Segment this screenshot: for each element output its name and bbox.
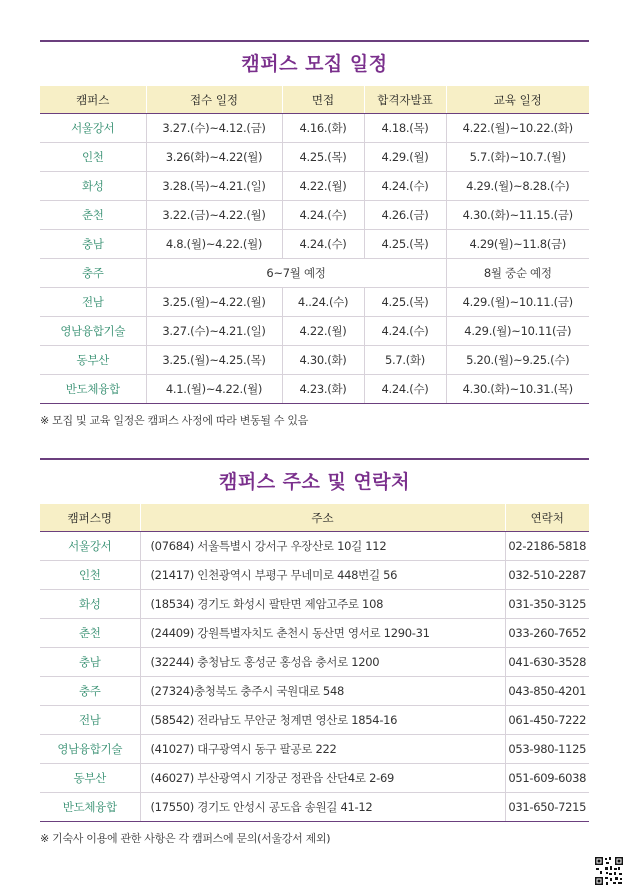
phone-number: 031-350-3125 — [505, 590, 589, 619]
address: (07684) 서울특별시 강서구 우장산로 10길 112 — [140, 532, 505, 561]
table-row — [40, 532, 589, 561]
table-row — [40, 590, 589, 619]
header-campus: 캠퍼스 — [40, 86, 146, 114]
training-period: 5.7.(화)~10.7.(월) — [446, 143, 589, 172]
header-announcement: 합격자발표 — [364, 86, 446, 114]
phone-number: 02-2186-5818 — [505, 532, 589, 561]
address: (46027) 부산광역시 기장군 정관읍 산단4로 2-69 — [140, 764, 505, 793]
interview-date: 4.30.(화) — [282, 346, 364, 375]
interview-date: 4.24.(수) — [282, 201, 364, 230]
contacts-note: ※ 기숙사 이용에 관한 사항은 각 캠퍼스에 문의(서울강서 제외) — [40, 832, 331, 845]
campus-name: 서울강서 — [40, 114, 146, 143]
table-row — [40, 677, 589, 706]
application-period: 3.26(화)~4.22(월) — [146, 143, 282, 172]
phone-number: 033-260-7652 — [505, 619, 589, 648]
phone-number: 041-630-3528 — [505, 648, 589, 677]
announcement-date: 4.26.(금) — [364, 201, 446, 230]
announcement-date: 4.25.(목) — [364, 288, 446, 317]
campus-name: 영남융합기술 — [40, 735, 140, 764]
campus-name: 화성 — [40, 172, 146, 201]
announcement-date: 4.24.(수) — [364, 375, 446, 404]
campus-name: 인천 — [40, 143, 146, 172]
application-period: 3.28.(목)~4.21.(일) — [146, 172, 282, 201]
phone-number: 053-980-1125 — [505, 735, 589, 764]
announcement-date: 4.24.(수) — [364, 172, 446, 201]
announcement-date: 4.24.(수) — [364, 317, 446, 346]
campus-name: 전남 — [40, 706, 140, 735]
campus-name: 충남 — [40, 230, 146, 259]
training-period: 4.30.(화)~11.15.(금) — [446, 201, 589, 230]
campus-name: 충남 — [40, 648, 140, 677]
interview-date: 4.22.(월) — [282, 317, 364, 346]
table-row — [40, 346, 589, 375]
campus-name: 춘천 — [40, 619, 140, 648]
announcement-date: 4.18.(목) — [364, 114, 446, 143]
announcement-date: 4.25.(목) — [364, 230, 446, 259]
phone-number: 061-450-7222 — [505, 706, 589, 735]
contacts-header-row — [40, 504, 589, 532]
table-row — [40, 375, 589, 404]
training-period: 4.29.(월)~8.28.(수) — [446, 172, 589, 201]
address: (58542) 전라남도 무안군 청계면 영산로 1854-16 — [140, 706, 505, 735]
application-period: 4.8.(월)~4.22.(월) — [146, 230, 282, 259]
phone-number: 043-850-4201 — [505, 677, 589, 706]
application-period: 3.27.(수)~4.21.(일) — [146, 317, 282, 346]
campus-name: 화성 — [40, 590, 140, 619]
address: (27324)충청북도 충주시 국원대로 548 — [140, 677, 505, 706]
training-period: 5.20.(월)~9.25.(수) — [446, 346, 589, 375]
address: (24409) 강원특별자치도 춘천시 동산면 영서로 1290-31 — [140, 619, 505, 648]
campus-name: 춘천 — [40, 201, 146, 230]
announcement-date: 4.29.(월) — [364, 143, 446, 172]
campus-name: 동부산 — [40, 346, 146, 375]
address: (41027) 대구광역시 동구 팔공로 222 — [140, 735, 505, 764]
header-phone: 연락처 — [505, 504, 589, 532]
table-row — [40, 764, 589, 793]
contacts-section — [40, 458, 589, 846]
campus-name: 충주 — [40, 259, 146, 288]
header-interview: 면접 — [282, 86, 364, 114]
training-period: 4.29.(월)~10.11.(금) — [446, 288, 589, 317]
training-period: 8월 중순 예정 — [446, 259, 589, 288]
announcement-date: 5.7.(화) — [364, 346, 446, 375]
campus-name: 반도체융합 — [40, 375, 146, 404]
address: (17550) 경기도 안성시 공도읍 송원길 41-12 — [140, 793, 505, 822]
phone-number: 031-650-7215 — [505, 793, 589, 822]
table-row — [40, 317, 589, 346]
training-period: 4.22.(월)~10.22.(화) — [446, 114, 589, 143]
interview-date: 4.16.(화) — [282, 114, 364, 143]
application-period: 3.22.(금)~4.22.(월) — [146, 201, 282, 230]
application-period: 6~7월 예정 — [146, 259, 446, 288]
qr-code-icon — [594, 856, 624, 886]
header-address: 주소 — [140, 504, 505, 532]
header-campus-name: 캠퍼스명 — [40, 504, 140, 532]
interview-date: 4..24.(수) — [282, 288, 364, 317]
contacts-title: 캠퍼스 주소 및 연락처 — [218, 471, 411, 493]
phone-number: 032-510-2287 — [505, 561, 589, 590]
phone-number: 051-609-6038 — [505, 764, 589, 793]
table-row — [40, 259, 589, 288]
schedule-title: 캠퍼스 모집 일정 — [241, 53, 388, 75]
interview-date: 4.22.(월) — [282, 172, 364, 201]
campus-name: 영남융합기술 — [40, 317, 146, 346]
table-row — [40, 172, 589, 201]
header-training: 교육 일정 — [446, 86, 589, 114]
table-row — [40, 735, 589, 764]
application-period: 3.27.(수)~4.12.(금) — [146, 114, 282, 143]
header-application: 접수 일정 — [146, 86, 282, 114]
interview-date: 4.24.(수) — [282, 230, 364, 259]
address: (18534) 경기도 화성시 팔탄면 제암고주로 108 — [140, 590, 505, 619]
training-period: 4.29(월)~11.8(금) — [446, 230, 589, 259]
campus-name: 서울강서 — [40, 532, 140, 561]
table-row — [40, 230, 589, 259]
campus-name: 인천 — [40, 561, 140, 590]
table-row — [40, 619, 589, 648]
campus-name: 전남 — [40, 288, 146, 317]
campus-name: 충주 — [40, 677, 140, 706]
application-period: 3.25.(월)~4.25.(목) — [146, 346, 282, 375]
table-row — [40, 561, 589, 590]
table-row — [40, 201, 589, 230]
contacts-table — [40, 504, 589, 822]
application-period: 3.25.(월)~4.22.(월) — [146, 288, 282, 317]
table-row — [40, 793, 589, 822]
interview-date: 4.23.(화) — [282, 375, 364, 404]
schedule-section — [40, 40, 589, 428]
campus-name: 동부산 — [40, 764, 140, 793]
table-row — [40, 706, 589, 735]
application-period: 4.1.(월)~4.22.(월) — [146, 375, 282, 404]
address: (32244) 충청남도 홍성군 홍성읍 충서로 1200 — [140, 648, 505, 677]
schedule-header-row — [40, 86, 589, 114]
table-row — [40, 114, 589, 143]
campus-name: 반도체융합 — [40, 793, 140, 822]
schedule-table — [40, 86, 589, 404]
training-period: 4.30.(화)~10.31.(목) — [446, 375, 589, 404]
table-row — [40, 648, 589, 677]
table-row — [40, 288, 589, 317]
training-period: 4.29.(월)~10.11(금) — [446, 317, 589, 346]
address: (21417) 인천광역시 부평구 무네미로 448번길 56 — [140, 561, 505, 590]
table-row — [40, 143, 589, 172]
interview-date: 4.25.(목) — [282, 143, 364, 172]
schedule-note: ※ 모집 및 교육 일정은 캠퍼스 사정에 따라 변동될 수 있음 — [40, 414, 309, 427]
